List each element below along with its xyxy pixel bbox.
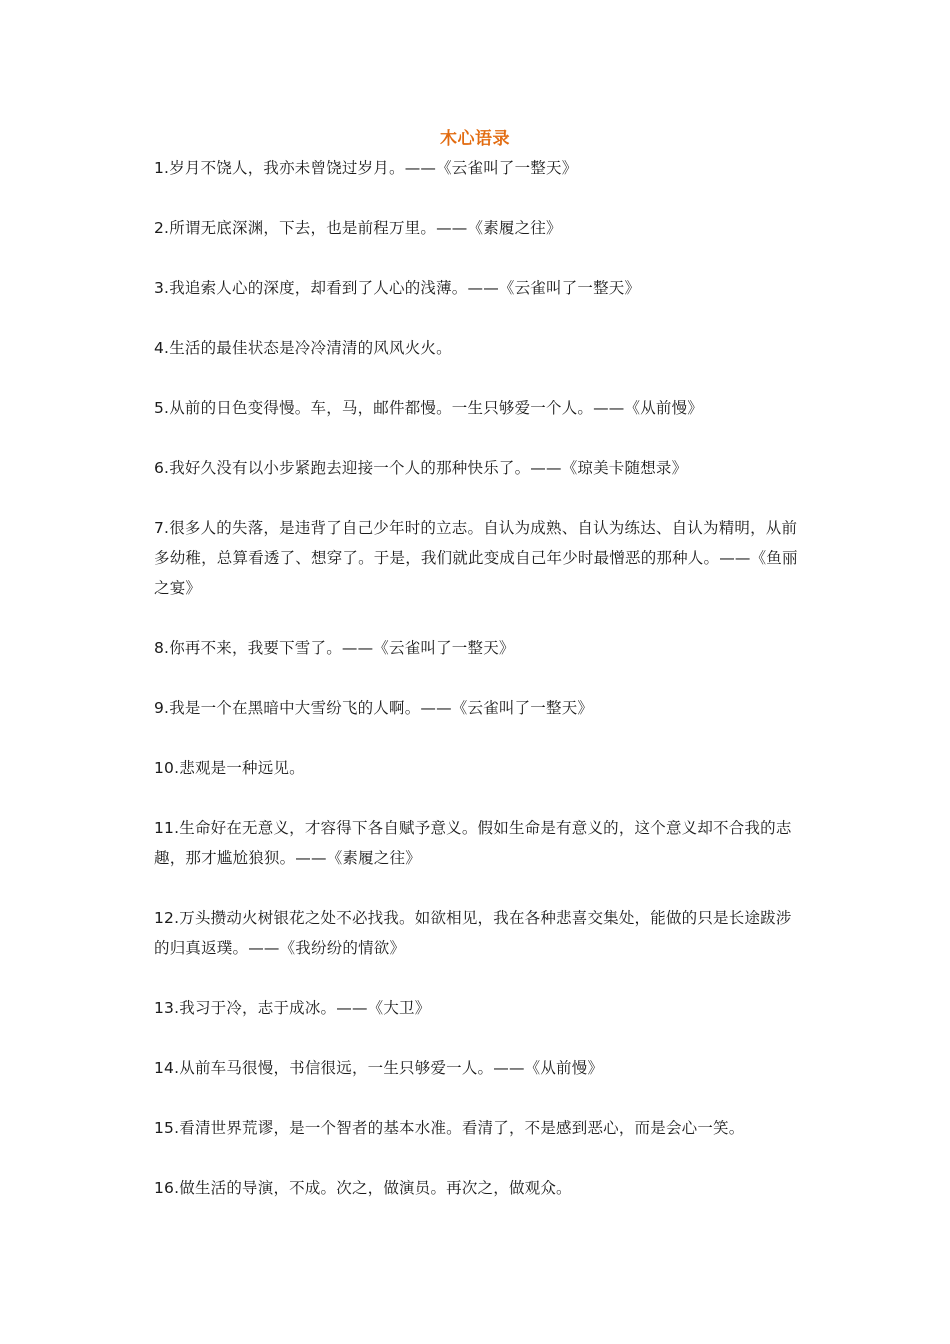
quote-list bbox=[154, 153, 804, 1233]
page-title: 木心语录 bbox=[440, 129, 510, 149]
quote-item: 4.生活的最佳状态是冷冷清清的风风火火。 bbox=[154, 339, 452, 357]
quote-item: 9.我是一个在黑暗中大雪纷飞的人啊。——《云雀叫了一整天》 bbox=[154, 699, 594, 717]
quote-item: 5.从前的日色变得慢。车，马，邮件都慢。一生只够爱一个人。——《从前慢》 bbox=[154, 399, 703, 417]
quote-item: 1.岁月不饶人，我亦未曾饶过岁月。——《云雀叫了一整天》 bbox=[154, 159, 578, 177]
quote-item: 12.万头攒动火树银花之处不必找我。如欲相见，我在各种悲喜交集处，能做的只是长途跋涉的归真返璞。——《我纷纷的情欲》 bbox=[154, 909, 792, 957]
quote-item: 6.我好久没有以小步紧跑去迎接一个人的那种快乐了。——《琼美卡随想录》 bbox=[154, 459, 688, 477]
quote-item: 2.所谓无底深渊，下去，也是前程万里。——《素履之往》 bbox=[154, 219, 562, 237]
quote-item: 8.你再不来，我要下雪了。——《云雀叫了一整天》 bbox=[154, 639, 515, 657]
quote-item: 15.看清世界荒谬，是一个智者的基本水准。看清了，不是感到恶心，而是会心一笑。 bbox=[154, 1119, 745, 1137]
quote-item: 14.从前车马很慢，书信很远，一生只够爱一人。——《从前慢》 bbox=[154, 1059, 604, 1077]
quote-item: 11.生命好在无意义，才容得下各自赋予意义。假如生命是有意义的，这个意义却不合我的志趣，那才尴尬狼狈。——《素履之往》 bbox=[154, 819, 792, 867]
quote-item: 10.悲观是一种远见。 bbox=[154, 759, 305, 777]
quote-item: 3.我追索人心的深度，却看到了人心的浅薄。——《云雀叫了一整天》 bbox=[154, 279, 641, 297]
quote-item: 16.做生活的导演，不成。次之，做演员。再次之，做观众。 bbox=[154, 1179, 572, 1197]
quote-item: 13.我习于冷，志于成冰。——《大卫》 bbox=[154, 999, 431, 1017]
quote-item: 7.很多人的失落，是违背了自己少年时的立志。自认为成熟、自认为练达、自认为精明，从前多幼稚，总算看透了、想穿了。于是，我们就此变成自己年少时最憎恶的那种人。——《鱼丽之宴》 bbox=[154, 519, 798, 597]
